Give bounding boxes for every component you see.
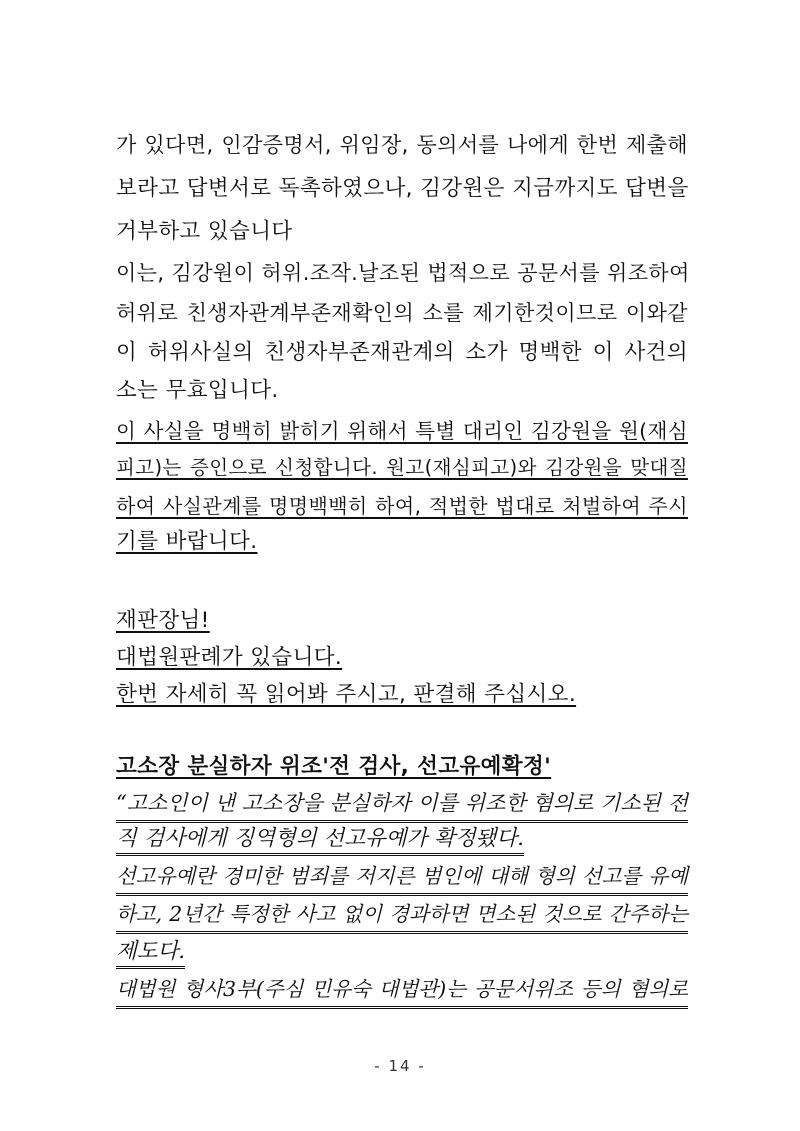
article-title-text: 고소장 분실하자 위조'전 검사, 선고유예확정' [116, 754, 552, 779]
article-text-line [116, 974, 688, 1009]
body-text-line: 소는 무효입니다. [116, 378, 279, 403]
underlined-text-line: 하여 사실관계를 명명백백히 하여, 적법한 법대로 처벌하여 주시 [116, 494, 688, 518]
underlined-text-line: 피고)는 증인으로 신청합니다. 원고(재심피고)와 김강원을 맞대질 [116, 456, 688, 479]
article-text-line [116, 824, 688, 854]
body-text-line: 보라고 답변서로 독촉하였으나, 김강원은 지금까지도 답변을 [116, 176, 689, 201]
article-text-line [116, 861, 688, 896]
underlined-text-line: 한번 자세히 꼭 읽어봐 주시고, 판결해 주십시오. [116, 682, 577, 707]
article-text-line [116, 788, 688, 823]
body-text-line: 가 있다면, 인감증명서, 위임장, 동의서를 나에게 한번 제출해 [116, 133, 688, 157]
article-title [116, 752, 688, 782]
underlined-text-line: 대법원판례가 있습니다. [116, 645, 343, 670]
article-text: 선고유예란 경미한 범죄를 저지른 범인에 대해 형의 선고를 유예 [116, 861, 688, 896]
article-text-line [116, 899, 688, 934]
body-text-line: 허위로 친생자관계부존재확인의 소를 제기한것이므로 이와같 [116, 301, 688, 325]
body-text-line: 이 허위사실의 친생자부존재관계의 소가 명백한 이 사건의 [116, 340, 688, 365]
salutation-line: 재판장님! [116, 608, 210, 633]
article-text: “고소인이 낸 고소장을 분실하자 이를 위조한 혐의로 기소된 전 [116, 788, 688, 823]
article-text: 하고, 2년간 특정한 사고 없이 경과하면 면소된 것으로 간주하는 [116, 899, 688, 934]
underlined-text-line: 기를 바랍니다. [116, 529, 258, 554]
article-text: 제도다. [116, 939, 185, 969]
body-text-line: 이는, 김강원이 허위.조작.날조된 법적으로 공문서를 위조하여 [116, 261, 690, 285]
article-text: 대법원 형사3부(주심 민유숙 대법관)는 공문서위조 등의 혐의로 [116, 974, 688, 1009]
page-number: - 14 - [374, 1057, 426, 1075]
article-text-line [116, 937, 688, 967]
underlined-text-line: 이 사실을 명백히 밝히기 위해서 특별 대리인 김강원을 원(재심 [116, 419, 688, 443]
article-text: 직 검사에게 징역형의 선고유예가 확정됐다. [116, 826, 524, 856]
body-text-line: 거부하고 있습니다 [116, 219, 293, 244]
